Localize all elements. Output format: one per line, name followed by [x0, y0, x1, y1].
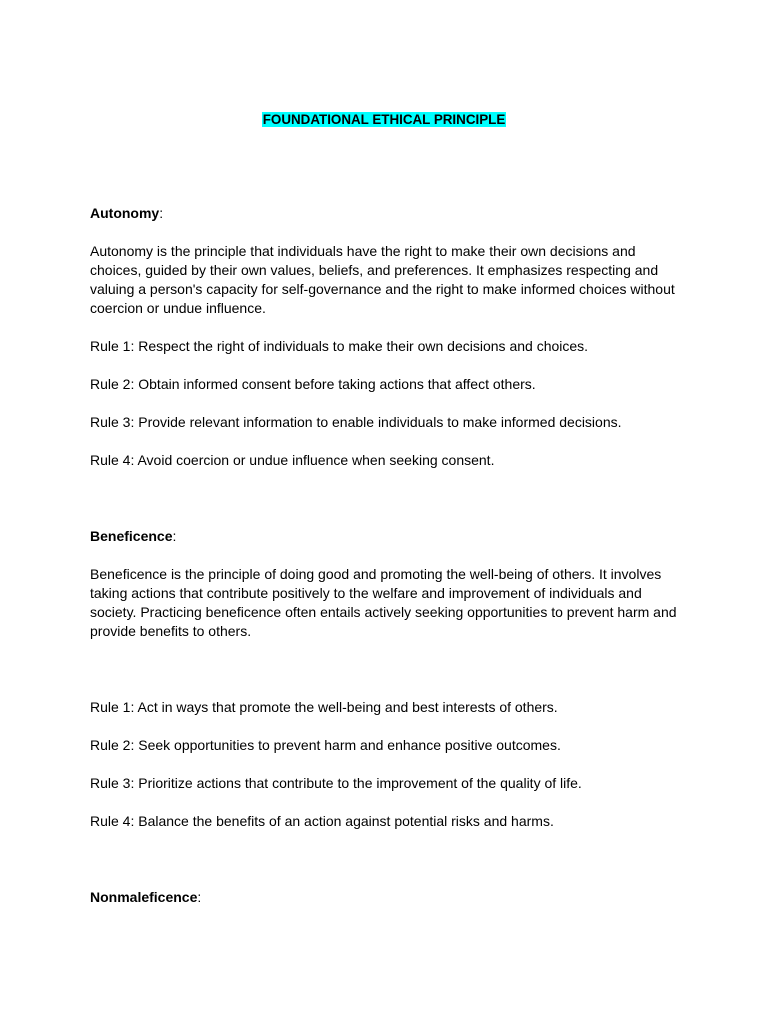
section-heading-colon: : — [172, 528, 177, 544]
section-heading-colon: : — [197, 889, 202, 905]
section-heading-text: Autonomy — [90, 205, 160, 221]
rule-item: Rule 2: Obtain informed consent before taking actions that affect others. — [90, 376, 536, 392]
rule-item: Rule 2: Seek opportunities to prevent harm and enhance positive outcomes. — [90, 737, 561, 753]
section-heading-text: Nonmaleficence — [90, 889, 198, 905]
rule-item: Rule 1: Act in ways that promote the well-being and best interests of others. — [90, 699, 558, 715]
spacer — [90, 641, 680, 679]
spacer — [90, 831, 680, 888]
rule-list — [90, 698, 680, 831]
section-heading — [90, 888, 680, 907]
rule-item: Rule 3: Prioritize actions that contribute to the improvement of the quality of life. — [90, 775, 582, 791]
section-heading — [90, 527, 680, 546]
section-heading-colon: : — [159, 205, 164, 221]
document-title-text: FOUNDATIONAL ETHICAL PRINCIPLE — [262, 112, 506, 127]
document-title — [0, 111, 768, 129]
rule-item: Rule 4: Avoid coercion or undue influence when seeking consent. — [90, 452, 495, 468]
rule-item: Rule 3: Provide relevant information to enable individuals to make informed decisions. — [90, 414, 622, 430]
section-heading — [90, 204, 680, 223]
document-body — [90, 204, 680, 907]
section-paragraph: Beneficence is the principle of doing good and promoting the well-being of others. It involves taking actions that contribute positively to the welfare and improvement of individuals and society. Practicing beneficence often entails actively seeking opportunities to prevent harm and provide benefits to others. — [90, 566, 677, 639]
section-paragraph: Autonomy is the principle that individuals have the right to make their own decisions and choices, guided by their own values, beliefs, and preferences. It emphasizes respecting and valuing a person's capacity for self-governance and the right to make informed choices without coercion or undue influence. — [90, 243, 675, 316]
rule-list — [90, 337, 680, 470]
rule-item: Rule 1: Respect the right of individuals to make their own decisions and choices. — [90, 338, 589, 354]
section-autonomy — [90, 204, 680, 470]
spacer — [90, 470, 680, 527]
section-nonmaleficence — [90, 888, 680, 907]
section-beneficence — [90, 527, 680, 831]
section-heading-text: Beneficence — [90, 528, 173, 544]
rule-item: Rule 4: Balance the benefits of an action against potential risks and harms. — [90, 813, 554, 829]
